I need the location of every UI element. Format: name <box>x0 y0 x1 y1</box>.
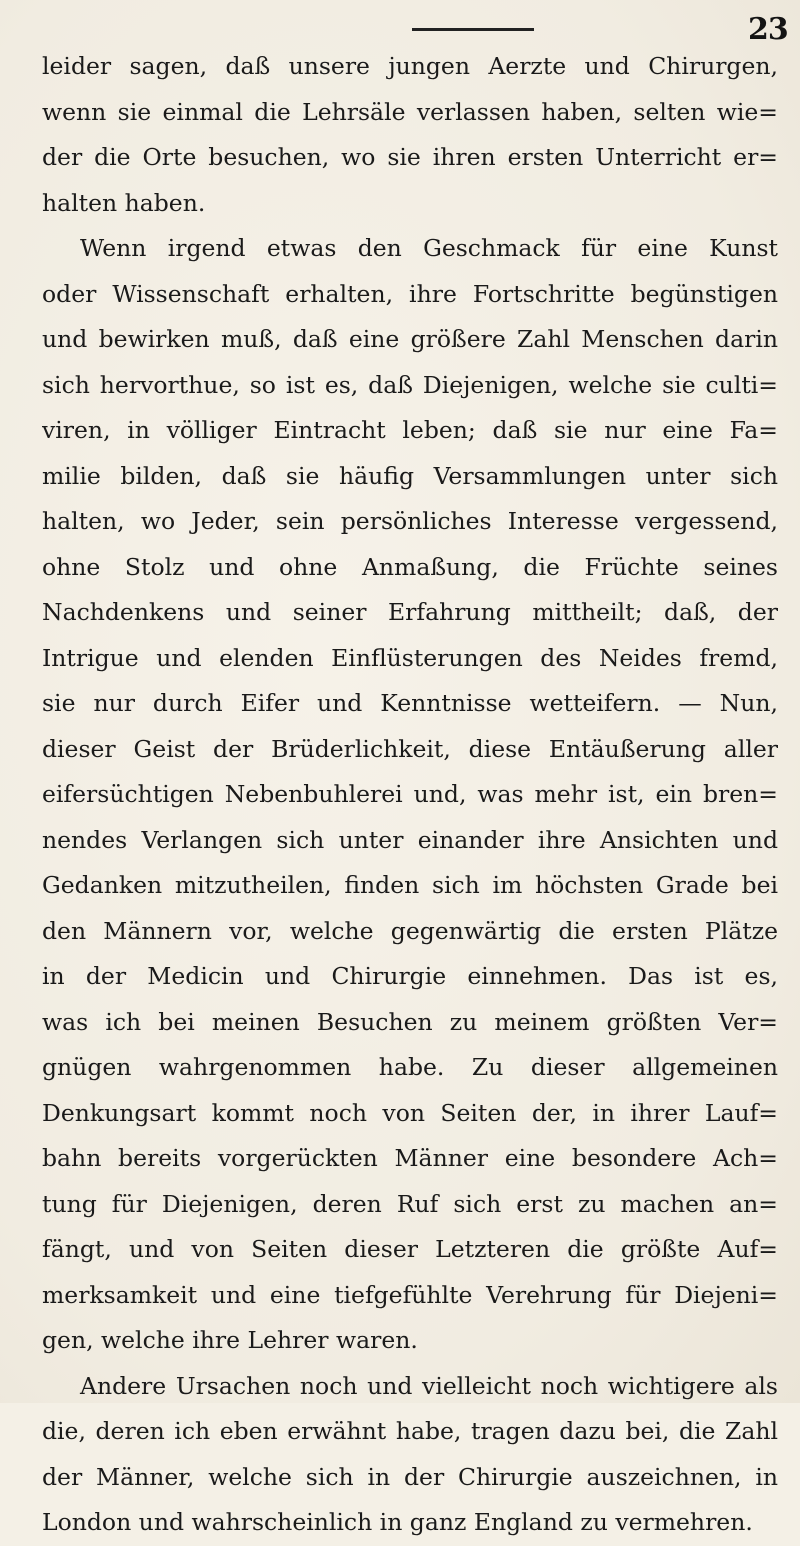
body-text <box>42 44 778 1546</box>
text-line: oder Wissenschaft erhalten, ihre Fortschritte begünstigen <box>42 279 778 308</box>
text-line: der die Orte besuchen, wo sie ihren ersten Unterricht er= <box>42 143 778 171</box>
text-line: sie nur durch Eifer und Kenntnisse wetteifern. — Nun, <box>42 689 778 717</box>
text-line: Denkungsart kommt noch von Seiten der, in ihrer Lauf= <box>42 1098 778 1127</box>
text-line: die, deren ich eben erwähnt habe, tragen dazu bei, die Zahl <box>42 1417 778 1445</box>
text-line: milie bilden, daß sie häufig Versammlungen unter sich <box>42 461 778 490</box>
text-line: merksamkeit und eine tiefgefühlte Verehrung für Diejeni= <box>42 1280 778 1309</box>
text-line: tung für Diejenigen, deren Ruf sich erst zu machen an= <box>42 1189 778 1218</box>
text-line: Nachdenkens und seiner Erfahrung mittheilt; daß, der <box>42 598 778 626</box>
text-line: Gedanken mitzutheilen, finden sich im höchsten Grade bei <box>42 871 778 899</box>
text-line: in der Medicin und Chirurgie einnehmen. Das ist es, <box>42 962 778 990</box>
text-line: sich hervorthue, so ist es, daß Diejenigen, welche sie culti= <box>42 370 778 399</box>
page-number: 23 <box>748 12 788 47</box>
text-line: dieser Geist der Brüderlichkeit, diese Entäußerung aller <box>42 734 778 763</box>
text-line: nendes Verlangen sich unter einander ihre Ansichten und <box>42 825 778 854</box>
text-line: gen, welche ihre Lehrer waren. <box>42 1326 418 1354</box>
text-line: den Männern vor, welche gegenwärtig die ersten Plätze <box>42 916 778 945</box>
text-line: London und wahrscheinlich in ganz England zu vermehren. <box>42 1508 753 1536</box>
header-rule <box>412 28 534 31</box>
text-line: was ich bei meinen Besuchen zu meinem größten Ver= <box>42 1007 778 1036</box>
text-line: halten, wo Jeder, sein persönliches Interesse vergessend, <box>42 507 778 535</box>
text-line: leider sagen, daß unsere jungen Aerzte und Chirurgen, <box>42 52 778 80</box>
text-line: ohne Stolz und ohne Anmaßung, die Früchte seines <box>42 552 778 581</box>
text-line: halten haben. <box>42 188 206 217</box>
text-line: eifersüchtigen Nebenbuhlerei und, was mehr ist, ein bren= <box>42 780 778 808</box>
text-line: viren, in völliger Eintracht leben; daß sie nur eine Fa= <box>42 416 778 444</box>
text-line: Wenn irgend etwas den Geschmack für eine Kunst <box>80 234 778 262</box>
text-line: Intrigue und elenden Einflüsterungen des Neides fremd, <box>42 643 778 672</box>
text-line: gnügen wahrgenommen habe. Zu dieser allgemeinen <box>42 1053 778 1081</box>
text-line: bahn bereits vorgerückten Männer eine besondere Ach= <box>42 1144 778 1172</box>
text-line: fängt, und von Seiten dieser Letzteren die größte Auf= <box>42 1235 778 1263</box>
text-line: Andere Ursachen noch und vielleicht noch wichtigere als <box>80 1371 778 1400</box>
text-line: der Männer, welche sich in der Chirurgie auszeichnen, in <box>42 1462 778 1491</box>
text-line: und bewirken muß, daß eine größere Zahl Menschen darin <box>42 325 778 353</box>
text-line: wenn sie einmal die Lehrsäle verlassen haben, selten wie= <box>42 97 778 126</box>
